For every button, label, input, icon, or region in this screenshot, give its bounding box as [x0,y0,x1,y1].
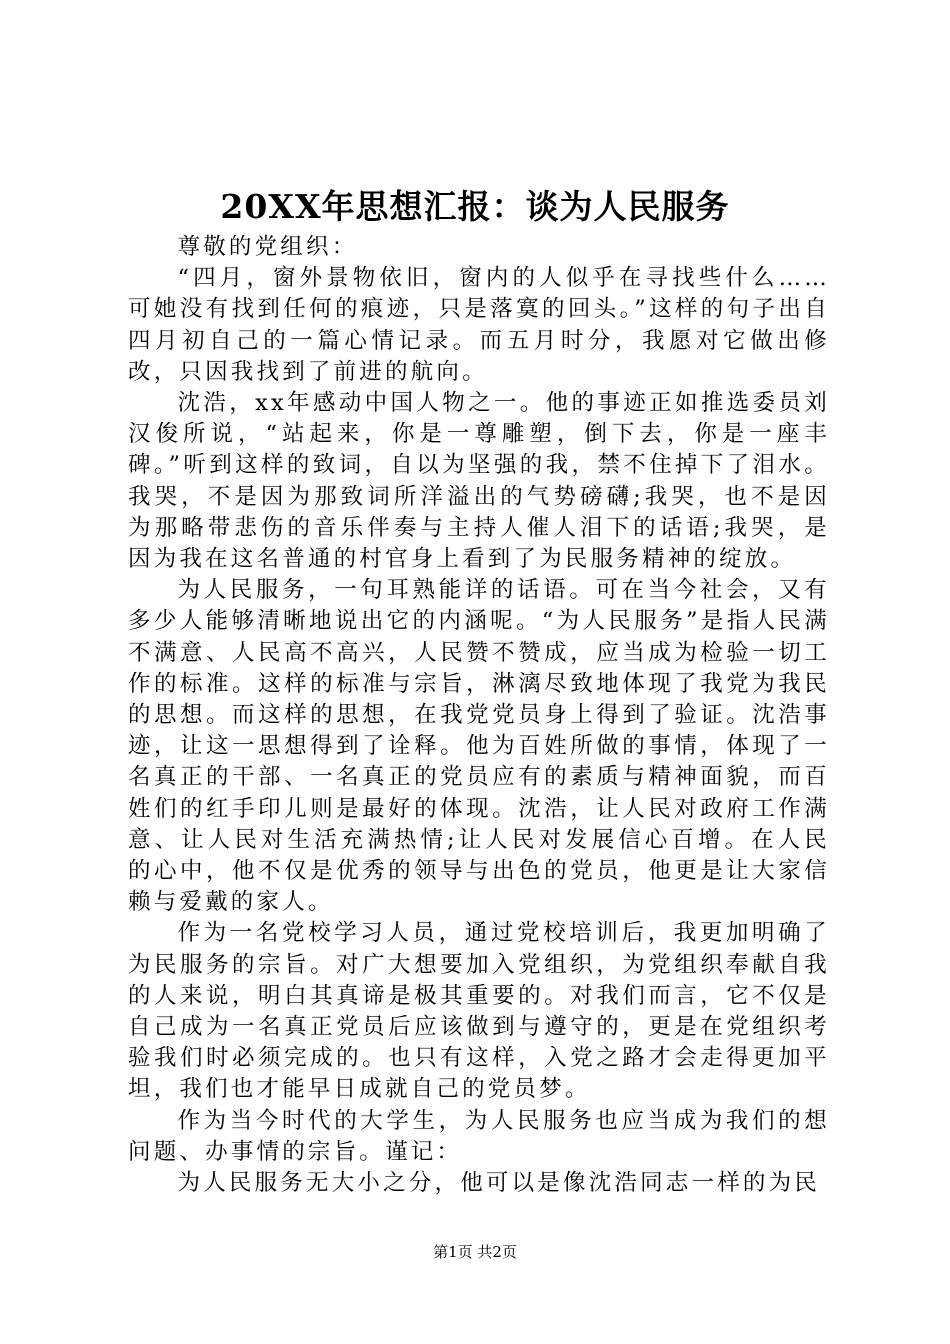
paragraph: 沈浩，xx年感动中国人物之一。他的事迹正如推选委员刘汉俊所说，“站起来，你是一尊雕塑，倒下去，你是一座丰碑。”听到这样的致词，自以为坚强的我，禁不住掉下了泪水。我哭，不是因为那致词所洋溢出的气势磅礴;我哭，也不是因为那略带悲伤的音乐伴奏与主持人催人泪下的话语;我哭，是因为我在这名普通的村官身上看到了为民服务精神的绽放。 [128,390,830,573]
paragraph: “四月，窗外景物依旧，窗内的人似乎在寻找些什么……可她没有找到任何的痕迹，只是落寞的回头。”这样的句子出自四月初自己的一篇心情记录。而五月时分，我愿对它做出修改，只因我找到了前进的航向。 [128,265,830,385]
paragraph: 为人民服务无大小之分，他可以是像沈浩同志一样的为民 [177,1170,821,1197]
paragraph: 作为一名党校学习人员，通过党校培训后，我更加明确了为民服务的宗旨。对广大想要加入党组织，为党组织奉献自我的人来说，明白其真谛是极其重要的。对我们而言，它不仅是自己成为一名真正党员后应该做到与遵守的，更是在党组织考验我们时必须完成的。也只有这样，入党之路才会走得更加平坦，我们也才能早日成就自己的党员梦。 [128,920,830,1103]
paragraph: 为人民服务，一句耳熟能详的话语。可在当今社会，又有多少人能够清晰地说出它的内涵呢。“为人民服务”是指人民满不满意、人民高不高兴，人民赞不赞成，应当成为检验一切工作的标准。这样的标准与宗旨，淋漓尽致地体现了我党为我民的思想。而这样的思想，在我党党员身上得到了验证。沈浩事迹，让这一思想得到了诠释。他为百姓所做的事情，体现了一名真正的干部、一名真正的党员应有的素质与精神面貌，而百姓们的红手印儿则是最好的体现。沈浩，让人民对政府工作满意、让人民对生活充满热情;让人民对发展信心百增。在人民的心中，他不仅是优秀的领导与出色的党员，他更是让大家信赖与爱戴的家人。 [128,577,830,916]
salutation: 尊敬的党组织： [177,234,358,260]
document-body [128,232,830,1199]
document-title: 20XX年思想汇报：谈为人民服务 [220,187,730,226]
paragraph: 作为当今时代的大学生，为人民服务也应当成为我们的想问题、办事情的宗旨。谨记： [128,1107,830,1165]
page-indicator: 第1页 共2页 [433,1243,517,1261]
